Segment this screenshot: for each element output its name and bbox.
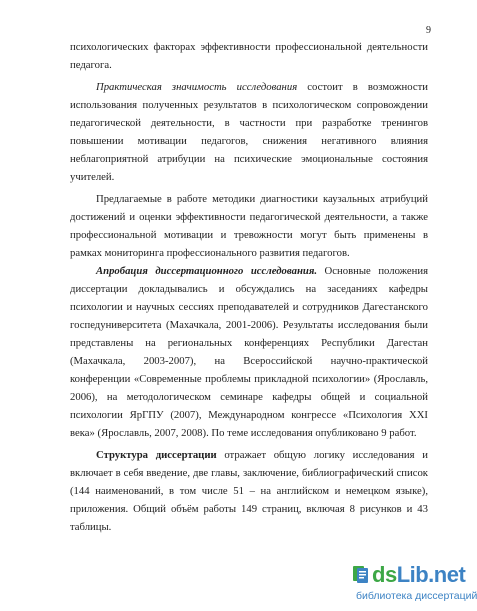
text-run: Предлагаемые в работе методики диагностики каузальных атрибуций достижений и оценки эффективности педагогической деятельности, а также профессиональной мотивации и тревожности могут быть применены в рамках мониторинга профессионального развития педагогов. bbox=[70, 193, 428, 259]
dslib-watermark bbox=[352, 558, 477, 606]
paragraph-approbation bbox=[70, 262, 428, 442]
paragraph-practical-significance bbox=[70, 78, 428, 186]
text-run: отражает общую логику исследования и включает в себя введение, две главы, заключение, библиографический список (144 наименований, в том числе 51 – на английском и немецком языке), приложения. Общий объём работы 149 страниц, включая 8 рисунков и 43 таблицы. bbox=[70, 449, 428, 533]
dslib-subtitle: библиотека диссертаций bbox=[356, 590, 477, 602]
heading-practical-significance: Практическая значимость исследования bbox=[96, 81, 298, 93]
text-run: состоит в возможности использования полученных результатов в психологическом сопровождении педагогической деятельности, в частности при разработке тренингов повышении мотивации педагогов, снижения негативного влияния неблагоприятной атрибуции на психические эмоциональные состояния учителей. bbox=[70, 81, 429, 183]
page-number: 9 bbox=[426, 25, 431, 36]
text-run: психологических факторах эффективности профессиональной деятельности педагога. bbox=[70, 41, 428, 71]
heading-approbation: Апробация диссертационного исследования. bbox=[96, 265, 317, 277]
heading-structure: Структура диссертации bbox=[96, 449, 217, 461]
paragraph-structure bbox=[70, 446, 428, 536]
document-body bbox=[70, 38, 428, 536]
dslib-logo-icon bbox=[352, 564, 370, 584]
paragraph-intro-continuation bbox=[70, 38, 428, 74]
dslib-logo-text: dsLib.net bbox=[372, 562, 466, 587]
paragraph-methods bbox=[70, 190, 428, 262]
text-run: Основные положения диссертации докладывались и обсуждались на заседаниях кафедры психологии и научных сессиях преподавателей и сотрудников Дагестанского госпедуниверситета (Махачкала, 2001-2006). Результаты исследования были представлены на региональных конференциях Республики Дагестан (Махачкала, 2003-2007), на Всероссийской научно-практической конференции «Современные проблемы прикладной психологии» (Ярославль, 2006), на методологическом семинаре кафедры общей и социальной психологии ЯрГПУ (2007), Международном конгрессе «Психология XXI века» (Ярославль, 2007, 2008). По теме исследования опубликовано 9 работ. bbox=[70, 265, 428, 439]
